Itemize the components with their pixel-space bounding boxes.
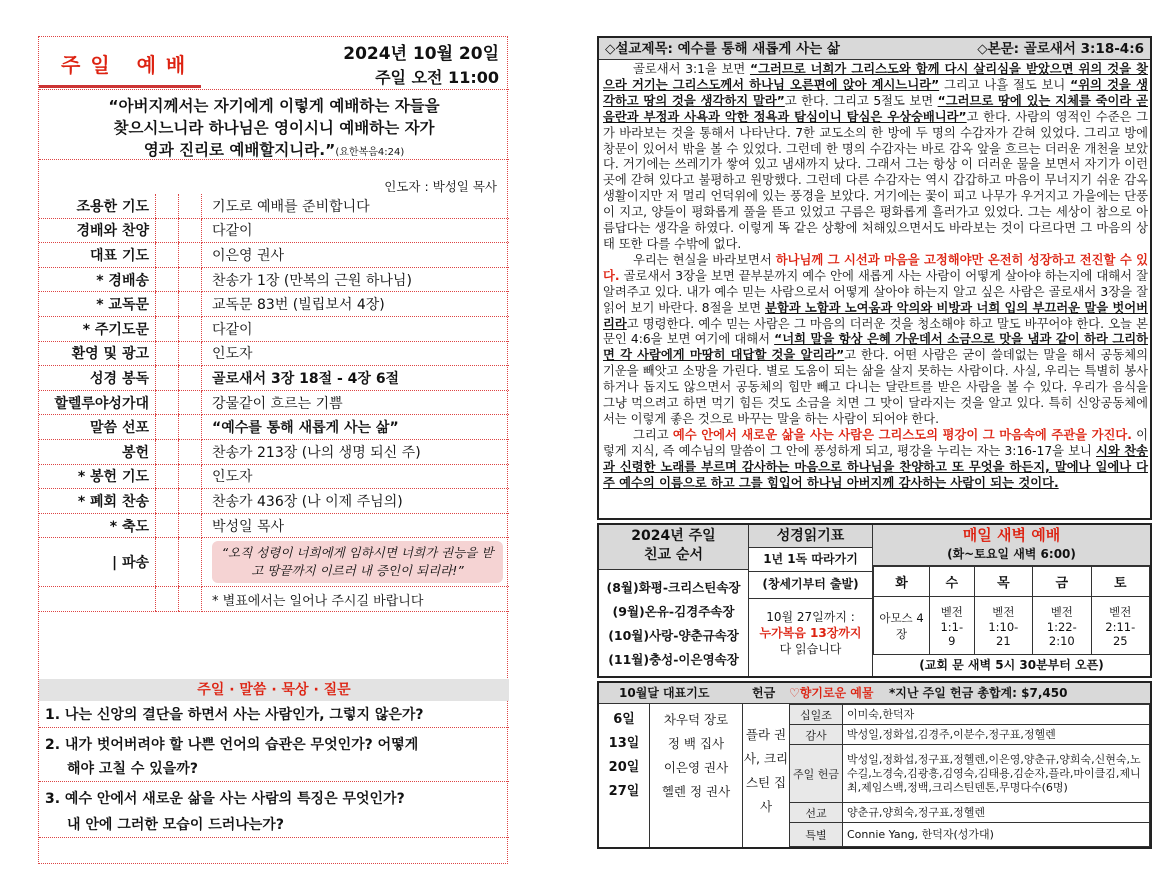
order-row: 대표 기도 이은영 권사 (39, 243, 509, 268)
offering-row: 선교 양춘규,양희숙,정구표,정헬렌 (790, 803, 1150, 823)
order-row: 성경 봉독 골로새서 3장 18절 - 4장 6절 (39, 366, 509, 391)
fellowship-box: 2024년 주일 친교 순서 (8월)화평-크리스틴속장 (9월)온유-김경주속장 (10월)사랑-양춘규속장 (11월)충성-이은영속장 (599, 525, 749, 676)
question-1: 1. 나는 신앙의 결단을 하면서 사는 사람인가, 그렇지 않은가? (45, 707, 424, 723)
sermon-body: 골로새서 3:1을 보면 “그러므로 너희가 그리스도와 함께 다시 살리심을 받았으면 위의 것을 찾으라 거기는 그리스도께서 하나님 오른편에 앉아 계시느니라” 그리고 나흘 절도 보니 “위의 것을 생각하고 땅의 것을 생각하지 말라”고 한다. 그리고 5절도 보면 “그러므로 땅에 있는 지체를 죽이라 곧 음란과 부정과 사욕과 악한 정욕과 탐심이니 탐심은 우상숭배니라”고 한다. 사람의 영적인 수준은 그가 바라보는 것을 통해서 나타난다. 7한 교도소의 한 방에 두 명의 수감자가 갇혀 있었다. 그리고 방에 창문이 있어서 밖을 볼 수 있었다. 그런데 한 명의 수감자는 바로 감옥 앞을 흐르는 더러운 개천을 보았다. 거기에는 쓰레기가 쌓여 있고 냄새까지 났다. 그래서 그는 항상 이 더러운 물을 보면서 자기가 이런 곳에 갇혀 있다고 불평하고 원망했다. 그런데 다른 수감자는 역시 갑갑하고 마음이 무너지기 쉬운 감옥생활이지만 저 멀리 언덕위에 있는 풍경을 보았다. 거기에는 꽃이 피고 나무가 우거지고 가을에는 단풍이 지고, 양들이 평화롭게 풀을 뜯고 있었고 구름은 평화롭게 흘러가고 있었다. 그는 세상이 참으로 아름답다는 생각을 하였다. 이렇게 똑 같은 상황에 처해있으면서도 바라보는 것이 다르다면 그 마음의 상태 또한 다를 수밖에 없다. 우리는 현실을 바라보면서 하나님께 그 시선과 마음을 고정해야만 온전히 성장하고 전진할 수 있다. 골로새서 3장을 보면 끝부분까지 예수 안에 새롭게 사는 사람이 어떻게 살아야 하는지에 대해서 잘 알려주고 있다. 내가 예수 믿는 사람으로서 어떻게 살아야 하는지 알고 싶은 사람은 골로새서 3장을 잘 읽어 보기 바란다. 8절을 보면 분함과 노함과 노여움과 악의와 비방과 너희 입의 부끄러운 말을 벗어버리라고 명령한다. 예수 믿는 사람은 그 마음의 더러운 것을 청소해야 하고 말도 바꾸어야 한다. 오늘 본문인 4:6을 보면 여기에 대해서 “너희 말을 항상 은혜 가운데서 소금으로 맛을 냄과 같이 하라 그리하면 각 사람에게 마땅히 대답할 것을 알리라”고 한다. 어떤 사람은 굳이 쓸데없는 말을 해서 공동체의 기운을 빼앗고 소망을 가린다. 별로 도움이 되는 삶을 살지 못하는 사람이다. 사실, 우리는 특별히 봉사하거나 돕지도 않으면서 공동체의 힘만 빼고 다니는 달란트를 받은 사람을 볼 수 있다. 우리가 음식을 그냥 먹으려고 하면 먹기 힘든 것도 소금을 치면 그 맛이 달라지는 것을 알고 있다. 특히 신앙공동체에서는 이렇게 좋은 것으로 바꾸는 말을 하는 사람이 되어야 한다. 그리고 예수 안에서 새로운 삶을 사는 사람은 그리스도의 평강이 그 마음속에 주관을 가진다. 이렇게 지식, 즉 예수님의 말씀이 그 안에 풍성하게 되고, 평강을 누리는 자는 3:16-17을 보니 시와 찬송과 신령한 노래를 부르며 감사하는 마음으로 하나님을 찬양하고 또 무엇을 하든지, 말에나 일에나 다 주 예수의 이름으로 하고 그를 힘입어 하나님 아버지께 감사하는 사람이 되는 것이다. (603, 62, 1149, 490)
bible-reading-box: 성경읽기표 1년 1독 따라가기 (창세기부터 출발) 10월 27일까지 : 누가복음 13장까지 다 읽습니다 (749, 525, 873, 676)
order-row: * 축도 박성일 목사 (39, 513, 509, 538)
sermon-title: ◇설교제목: 예수를 통해 새롭게 사는 삶 (605, 41, 840, 57)
offering-row: 주일 헌금 박성일,정화섭,정구표,정헬렌,이은영,양춘규,양희숙,신현숙,노수길,노경숙,김광흥,김영숙,김태용,김순자,플라,마이클김,제니최,제임스백,정백,크리스틴덴톤,무명다수(6명) (790, 745, 1150, 803)
order-table: 조용한 기도 기도로 예배를 준비합니다 경배와 찬양 다같이 대표 기도 이은영 권사 * 경배송 찬송가 1장 (만복의 근원 하나님) * 교독문 교독문 83번 (빌립보서 4장) * 주기도문 다같이 환영 및 광고 인도자 성경 봉독 골로새서 3장 18절 - 4장 6절 할렐루야성가대 강물같이 흐르는 기쁨 말씀 선포 “예수를 통해 새롭게 사는 삶” 봉헌 찬송가 213장 (나의 생명 되신 주) * 봉헌 기도 인도자 * 폐회 찬송 찬송가 436장 (나 이제 주님의) * 축도 박성일 목사 | 파송 “오직 성령이 너희에게 임하시면 너희가 권능을 받고 땅끝까지 이르러 내 증인이 되리라!” * 별표에서는 일어나 주시길 바랍니다 (39, 194, 509, 612)
order-row: 봉헌 찬송가 213장 (나의 생명 되신 주) (39, 439, 509, 464)
service-date: 2024년 10월 20일 (343, 44, 499, 64)
order-row: * 경배송 찬송가 1장 (만복의 근원 하나님) (39, 267, 509, 292)
title-underline (39, 85, 201, 88)
question-2-cont: 해야 고칠 수 있을까? (67, 761, 198, 777)
dawn-service-box: 매일 새벽 예배 (화~토요일 새벽 6:00) 화 수 목 금 토 아모스 4장 벧전 1:1- 9 벧전 1:10- 21 벧전 1:22- 2:10 벧전 2:11- 25 (교회 문 새벽 5시 30분부터 오픈) (873, 525, 1150, 676)
questions-title: 주일 · 말씀 · 묵상 · 질문 (39, 679, 509, 701)
order-row: * 주기도문 다같이 (39, 316, 509, 341)
schedule-boxes (597, 523, 1152, 678)
order-row: 할렐루야성가대 강물같이 흐르는 기쁨 (39, 390, 509, 415)
prayer-offering-box: 10월달 대표기도 헌금 ♡향기로운 예물 *지난 주일 헌금 총합계: $7,450 6일 13일 20일 27일 차우덕 장로 정 백 집사 이은영 권사 헬렌 정 권사 플라 권사, 크리 스틴 집사 십일조 이미숙,한덕자 감사 박성일,정화섭,김경주,이분수,정구표,정헬렌 주일 헌금 박성일,정화섭,정구표,정헬렌,이은영,양춘규,양희숙,신현숙,노수길,노경숙,김광흥,김영숙,김태용,김순자,플라,마이클김,제니최,제임스백,정백,크리스틴덴톤,무명다수(6명) 선교 양춘규,양희숙,정구표,정헬렌 특별 Connie Yang, 한덕자(성가대) (597, 681, 1152, 849)
question-3-cont: 내 안에 그러한 모습이 드러나는가? (67, 817, 284, 833)
offering-row: 감사 박성일,정화섭,김경주,이분수,정구표,정헬렌 (790, 725, 1150, 745)
dawn-table: 화 수 목 금 토 아모스 4장 벧전 1:1- 9 벧전 1:10- 21 벧전 1:22- 2:10 벧전 2:11- 25 (873, 566, 1150, 655)
offering-table (789, 704, 1150, 847)
sermon-text: ◇본문: 골로새서 3:18-4:6 (977, 41, 1144, 57)
sermon-header (599, 38, 1150, 60)
order-row: * 폐회 찬송 찬송가 436장 (나 이제 주님의) (39, 489, 509, 514)
question-3: 3. 예수 안에서 새로운 삶을 사는 사람의 특징은 무엇인가? (45, 791, 405, 807)
leader: 인도자 : 박성일 목사 (384, 179, 497, 194)
order-row: 말씀 선포 “예수를 통해 새롭게 사는 삶” (39, 415, 509, 440)
order-row: * 봉헌 기도 인도자 (39, 464, 509, 489)
worship-title: 주일 예배 (61, 53, 196, 77)
theme-verse: “아버지께서는 자기에게 이렇게 예배하는 자들을 찾으시느니라 하나님은 영이시니 예배하는 자가 영과 진리로 예배할지니라.”(요한복음4:24) (108, 97, 440, 159)
question-2: 2. 내가 벗어버려야 할 나쁜 언어의 습관은 무엇인가? 어떻게 (45, 737, 419, 753)
order-row: * 교독문 교독문 83번 (빌립보서 4장) (39, 292, 509, 317)
offering-row: 십일조 이미숙,한덕자 (790, 705, 1150, 725)
worship-order-page (38, 36, 508, 864)
service-time: 주일 오전 11:00 (375, 68, 499, 87)
sermon-box (597, 36, 1152, 520)
order-row: 경배와 찬양 다같이 (39, 218, 509, 243)
order-row: 환영 및 광고 인도자 (39, 341, 509, 366)
offering-row: 특별 Connie Yang, 한덕자(성가대) (790, 823, 1150, 847)
order-row: 조용한 기도 기도로 예배를 준비합니다 (39, 194, 509, 218)
